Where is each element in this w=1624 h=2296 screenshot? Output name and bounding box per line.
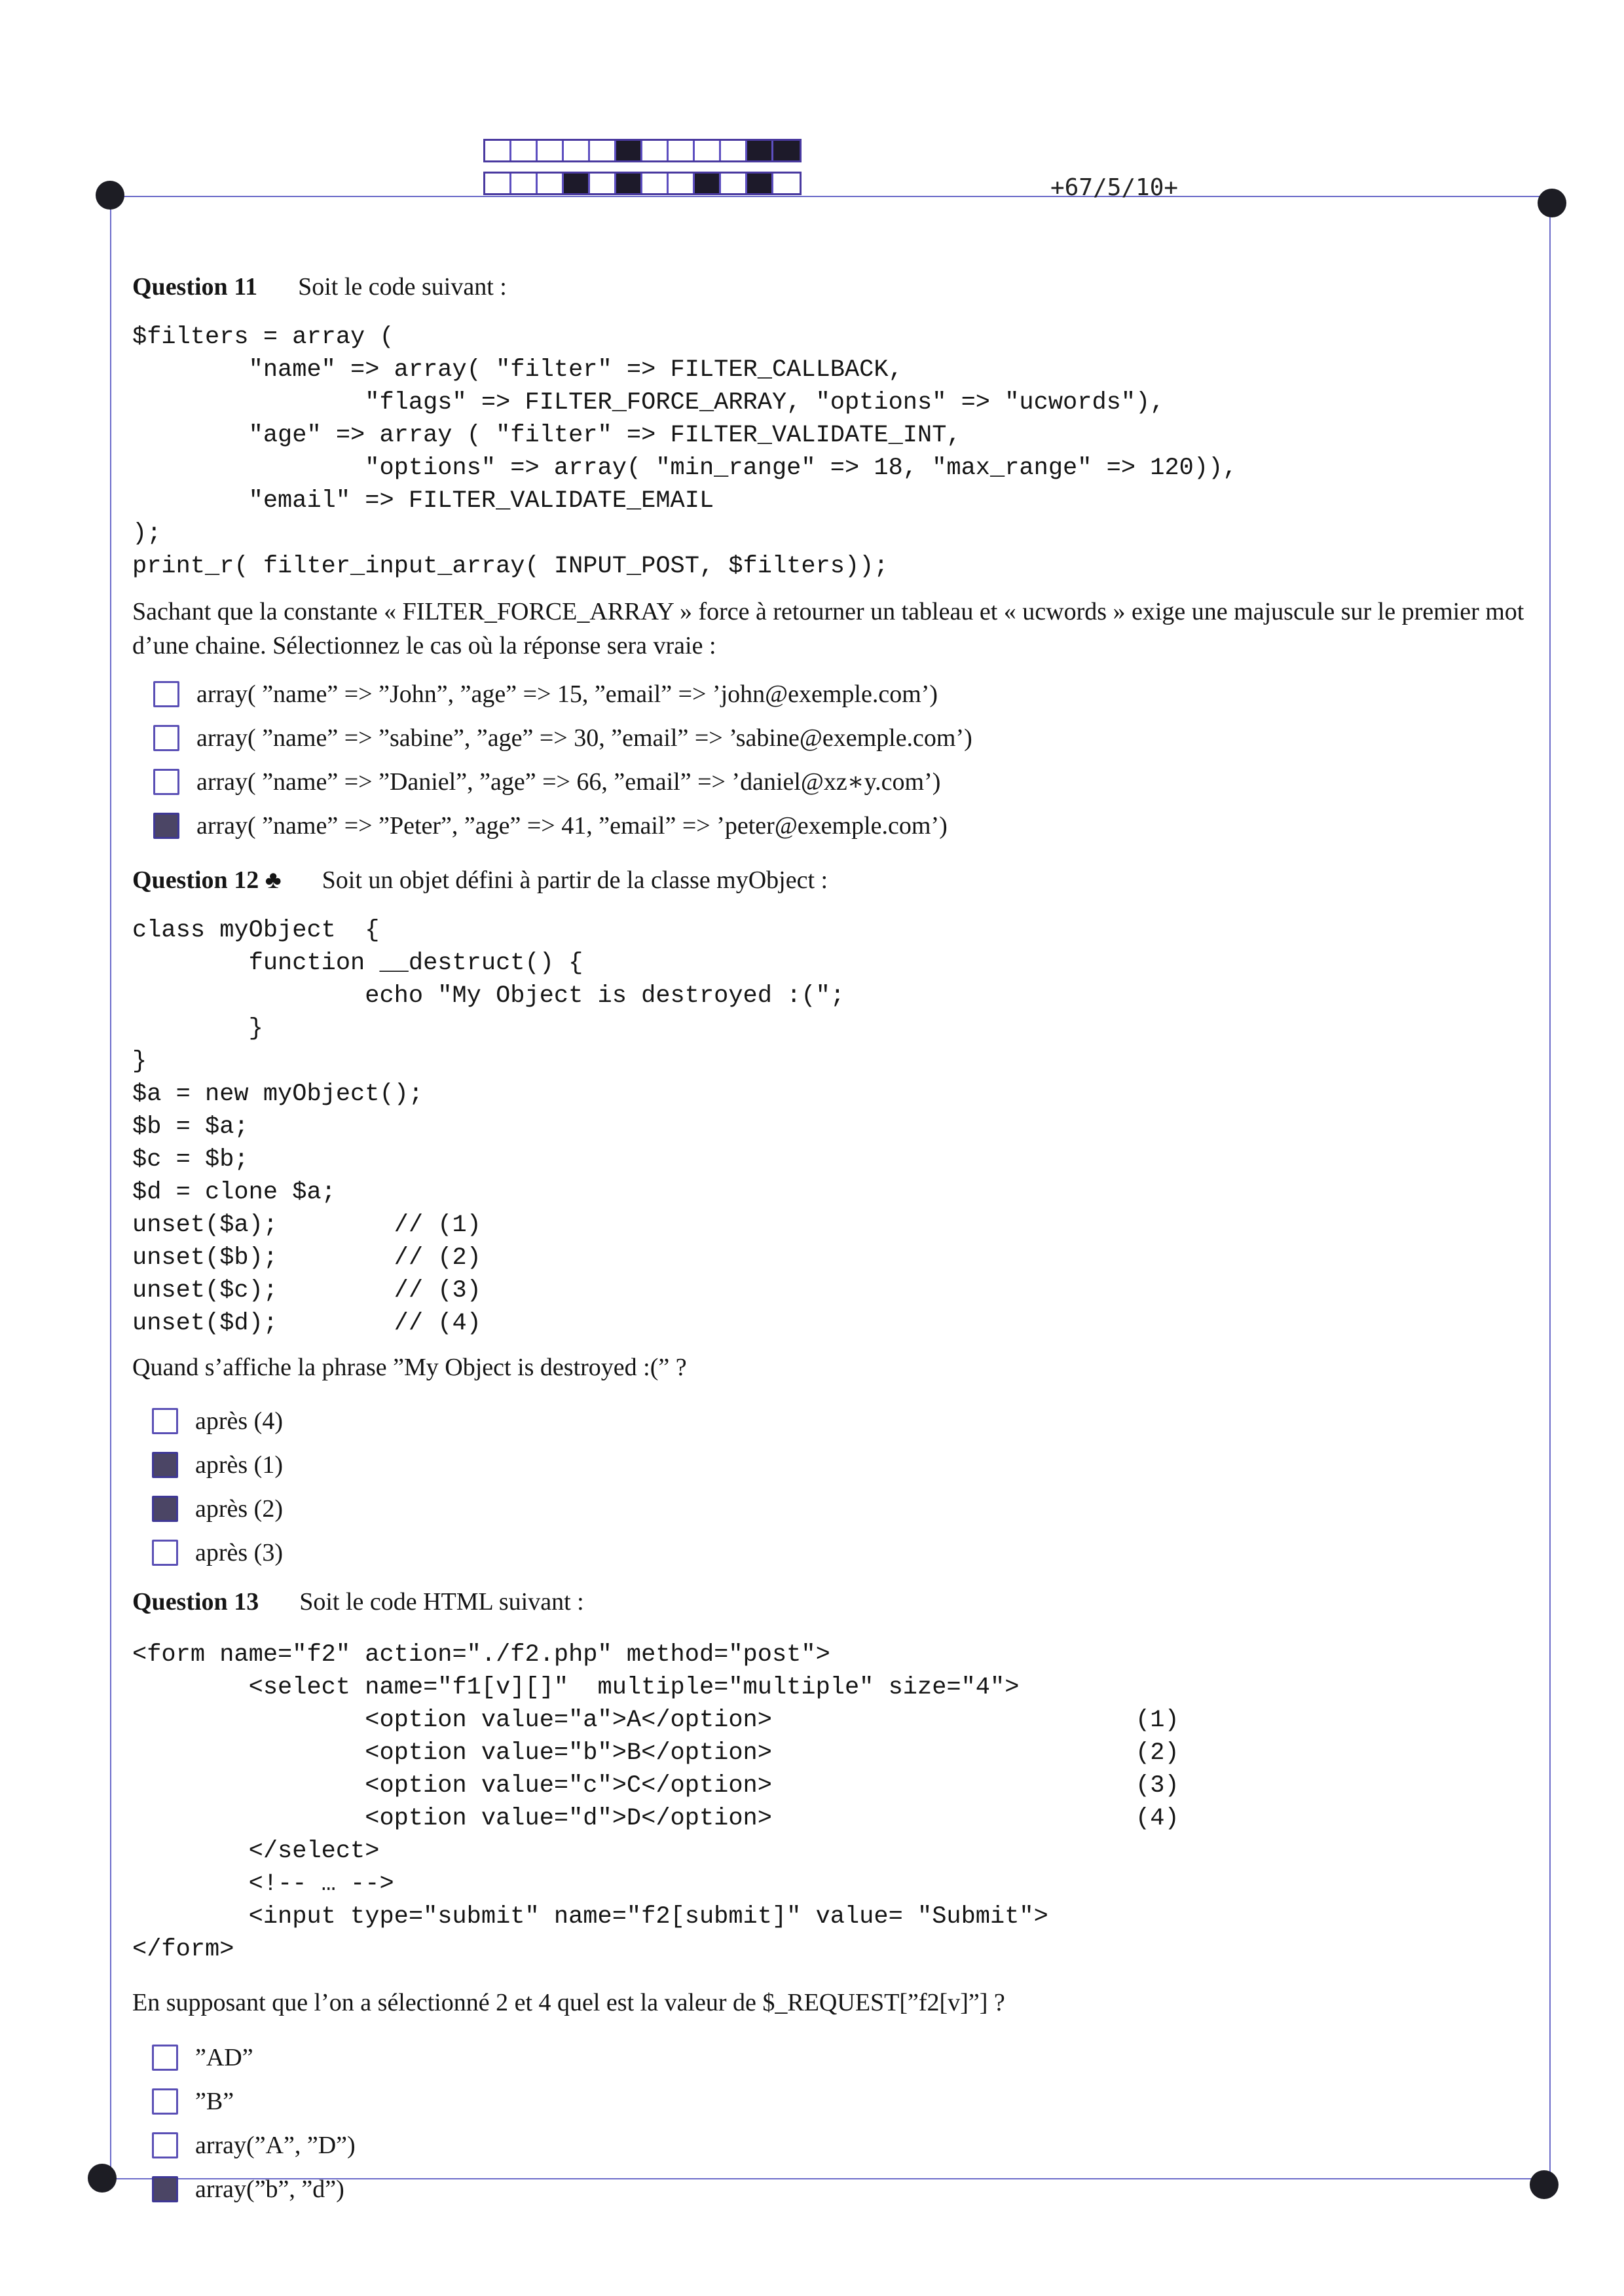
option-label: après (1): [195, 1451, 283, 1479]
option-label: après (3): [195, 1538, 283, 1566]
checkbox[interactable]: [152, 2045, 178, 2071]
checkbox-checked[interactable]: [153, 813, 179, 839]
option-label: après (2): [195, 1494, 283, 1523]
id-barcode-bottom: [483, 172, 802, 195]
q12-number: Question 12 ♣: [132, 866, 282, 894]
q11-options: [153, 672, 1540, 847]
q13-code: <form name="f2" action="./f2.php" method="post"> <select name="f1[v][]" multiple="multiple" size="4"> <option value="a">A</option> (1) <option value="b">B</option> (2) <option value="c">C</option> (3) <option value="d">D</option> (4) </select> <!-- … --> <input type="submit" name="f2[submit]" value= "Submit"> </form>: [132, 1641, 1179, 1963]
option-label: array( ”name” => ”John”, ”age” => 15, ”email” => ’john@exemple.com’): [196, 680, 938, 708]
page-id: +67/5/10+: [1050, 174, 1179, 201]
corner-mark-top-right: [1538, 189, 1566, 217]
q11-text: Sachant que la constante « FILTER_FORCE_ARRAY » force à retourner un tableau et « ucwords » exige une majuscule sur le premier mot d’une chaine. Sélectionnez le cas où la réponse sera vraie :: [132, 598, 1524, 659]
checkbox-checked[interactable]: [152, 1496, 178, 1522]
q11-option-1[interactable]: [153, 672, 1540, 716]
option-label: array(”b”, ”d”): [195, 2175, 344, 2203]
q12-option-1[interactable]: [152, 1399, 867, 1443]
checkbox-checked[interactable]: [152, 1452, 178, 1478]
option-label: ”B”: [195, 2087, 234, 2115]
q13-options: [152, 2035, 1540, 2211]
checkbox[interactable]: [153, 725, 179, 751]
option-label: array( ”name” => ”Daniel”, ”age” => 66, ”email” => ’daniel@xz∗y.com’): [196, 768, 941, 796]
q12-option-4[interactable]: [152, 1530, 867, 1574]
q12-options: [152, 1399, 1540, 1574]
option-label: ”AD”: [195, 2043, 253, 2071]
q13-option-1[interactable]: [152, 2035, 867, 2079]
q13-option-2[interactable]: [152, 2079, 867, 2123]
q12-option-3[interactable]: [152, 1487, 867, 1530]
q13-option-4[interactable]: [152, 2167, 867, 2211]
option-label: array( ”name” => ”sabine”, ”age” => 30, ”email” => ’sabine@exemple.com’): [196, 724, 972, 752]
corner-mark-bottom-left: [88, 2164, 117, 2193]
q13-number: Question 13: [132, 1588, 259, 1616]
checkbox[interactable]: [153, 769, 179, 795]
q12-prompt: Soit un objet défini à partir de la classe myObject :: [322, 866, 828, 894]
checkbox-checked[interactable]: [152, 2176, 178, 2202]
q12-text: Quand s’affiche la phrase ”My Object is destroyed :(” ?: [132, 1354, 687, 1381]
q11-option-2[interactable]: [153, 716, 1540, 760]
frame-top-line: [110, 196, 1556, 197]
q11-option-3[interactable]: [153, 760, 1540, 804]
q11-option-4[interactable]: [153, 804, 1540, 847]
q13-prompt: Soit le code HTML suivant :: [299, 1588, 584, 1616]
q12-title: [132, 866, 1540, 895]
frame-left-line: [110, 196, 111, 2177]
q13-title: [132, 1587, 1540, 1616]
frame-right-line: [1549, 203, 1551, 2181]
q12-option-2[interactable]: [152, 1443, 867, 1487]
checkbox[interactable]: [152, 2132, 178, 2158]
id-barcode-top: [483, 139, 802, 162]
checkbox[interactable]: [153, 681, 179, 707]
q11-code: $filters = array ( "name" => array( "filter" => FILTER_CALLBACK, "flags" => FILTER_FORCE_ARRAY, "options" => "ucwords"), "age" => array ( "filter" => FILTER_VALIDATE_INT, "options" => array( "min_range" => 18, "max_range" => 120)), "email" => FILTER_VALIDATE_EMAIL ); print_r( filter_input_array( INPUT_POST, $filters));: [132, 324, 1238, 580]
option-label: array( ”name” => ”Peter”, ”age” => 41, ”email” => ’peter@exemple.com’): [196, 811, 948, 840]
q13-text: En supposant que l’on a sélectionné 2 et 4 quel est la valeur de $_REQUEST[”f2[v]”] ?: [132, 1989, 1005, 2016]
exam-content: [132, 272, 1540, 2211]
q11-title: [132, 272, 1540, 301]
q13-option-3[interactable]: [152, 2123, 867, 2167]
corner-mark-top-left: [96, 181, 124, 210]
q11-prompt: Soit le code suivant :: [298, 273, 507, 301]
option-label: après (4): [195, 1407, 283, 1435]
checkbox[interactable]: [152, 1540, 178, 1566]
q12-code: class myObject { function __destruct() { echo "My Object is destroyed :("; } } $a = new myObject(); $b = $a; $c = $b; $d = clone $a; unset($a); // (1) unset($b); // (2) unset($c); // (3) unset($d); // (4): [132, 917, 845, 1337]
option-label: array(”A”, ”D”): [195, 2131, 356, 2159]
checkbox[interactable]: [152, 2088, 178, 2115]
checkbox[interactable]: [152, 1408, 178, 1434]
q11-number: Question 11: [132, 273, 258, 301]
